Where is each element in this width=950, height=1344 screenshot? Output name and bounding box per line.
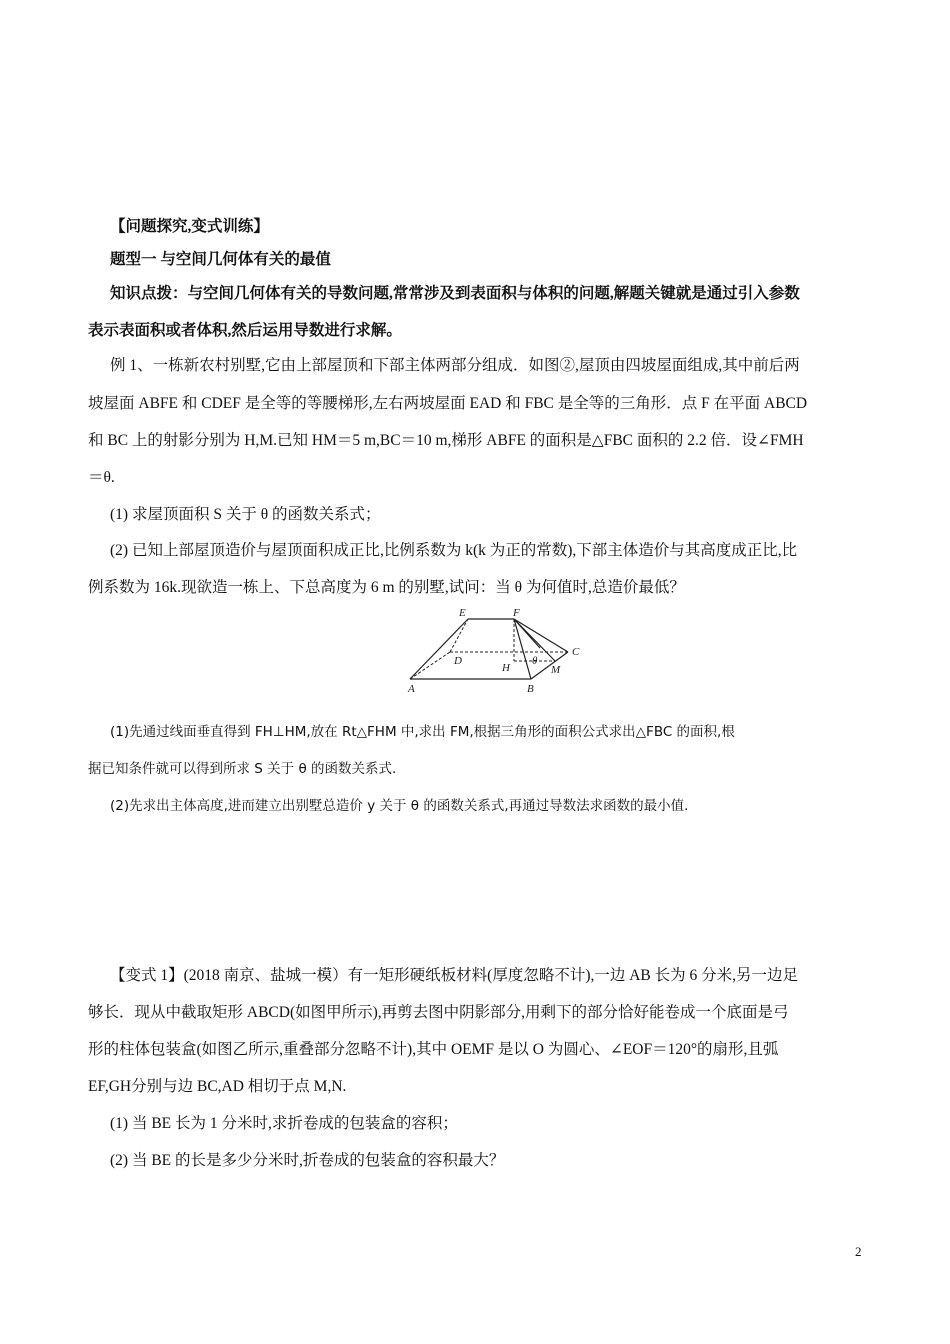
label-e: E bbox=[459, 607, 466, 619]
label-theta: θ bbox=[532, 655, 538, 667]
analysis-line: 据已知条件就可以得到所求 S 关于 θ 的函数关系式. bbox=[88, 761, 397, 777]
knowledge-tip-line: 表示表面积或者体积,然后运用导数进行求解。 bbox=[88, 322, 402, 339]
label-c: C bbox=[572, 646, 580, 658]
label-f: F bbox=[513, 607, 520, 619]
analysis-line: (1)先通过线面垂直得到 FH⊥HM,放在 Rt△FHM 中,求出 FM,根据三角形的面积公式求出△FBC 的面积,根 bbox=[110, 724, 735, 740]
variant-text-line: EF,GH分别与边 BC,AD 相切于点 M,N. bbox=[88, 1078, 347, 1095]
variant-question-2: (2) 当 BE 的长是多少分米时,折卷成的包装盒的容积最大？ bbox=[110, 1152, 505, 1169]
topic-title: 题型一 与空间几何体有关的最值 bbox=[110, 251, 331, 268]
roof-figure bbox=[400, 603, 590, 695]
page-number: 2 bbox=[855, 1244, 862, 1259]
variant-text-line: 【变式 1】(2018 南京、盐城一模）有一矩形硬纸板材料(厚度忽略不计),一边 AB 长为 6 分米,另一边足 bbox=[110, 967, 799, 984]
label-m: M bbox=[551, 664, 561, 676]
section-heading: 【问题探究,变式训练】 bbox=[110, 218, 269, 235]
question-1: (1) 求屋顶面积 S 关于 θ 的函数关系式； bbox=[110, 506, 381, 523]
variant-text-line: 够长．现从中截取矩形 ABCD(如图甲所示),再剪去图中阴影部分,用剩下的部分恰好能卷成一个底面是弓 bbox=[88, 1004, 789, 1021]
question-2: (2) 已知上部屋顶造价与屋顶面积成正比,比例系数为 k(k 为正的常数),下部主体造价与其高度成正比,比 bbox=[110, 542, 798, 559]
knowledge-tip-line: 知识点拨：与空间几何体有关的导数问题,常常涉及到表面积与体积的问题,解题关键就是通过引入参数 bbox=[110, 285, 800, 302]
label-b: B bbox=[527, 683, 534, 695]
question-2-cont: 例系数为 16k.现欲造一栋上、下总高度为 6 m 的别墅,试问：当 θ 为何值时,总造价最低？ bbox=[88, 579, 685, 596]
variant-text-line: 形的柱体包装盒(如图乙所示,重叠部分忽略不计),其中 OEMF 是以 O 为圆心、∠EOF＝120°的扇形,且弧 bbox=[88, 1041, 779, 1058]
example-text-line: 和 BC 上的射影分别为 H,M.已知 HM＝5 m,BC＝10 m,梯形 ABFE 的面积是△FBC 面积的 2.2 倍．设∠FMH bbox=[88, 432, 804, 449]
example-text-line: ＝θ. bbox=[88, 469, 115, 486]
label-d: D bbox=[454, 655, 462, 667]
variant-question-1: (1) 当 BE 长为 1 分米时,求折卷成的包装盒的容积； bbox=[110, 1115, 458, 1132]
example-text-line: 坡屋面 ABFE 和 CDEF 是全等的等腰梯形,左右两坡屋面 EAD 和 FBC 是全等的三角形．点 F 在平面 ABCD bbox=[88, 395, 808, 412]
analysis-line: (2)先求出主体高度,进而建立出别墅总造价 y 关于 θ 的函数关系式,再通过导数法求函数的最小值. bbox=[110, 798, 689, 814]
example-text-line: 例 1、一栋新农村别墅,它由上部屋顶和下部主体两部分组成．如图②,屋顶由四坡屋面组成,其中前后两 bbox=[110, 357, 800, 374]
label-a: A bbox=[408, 683, 415, 695]
label-h: H bbox=[502, 662, 510, 674]
